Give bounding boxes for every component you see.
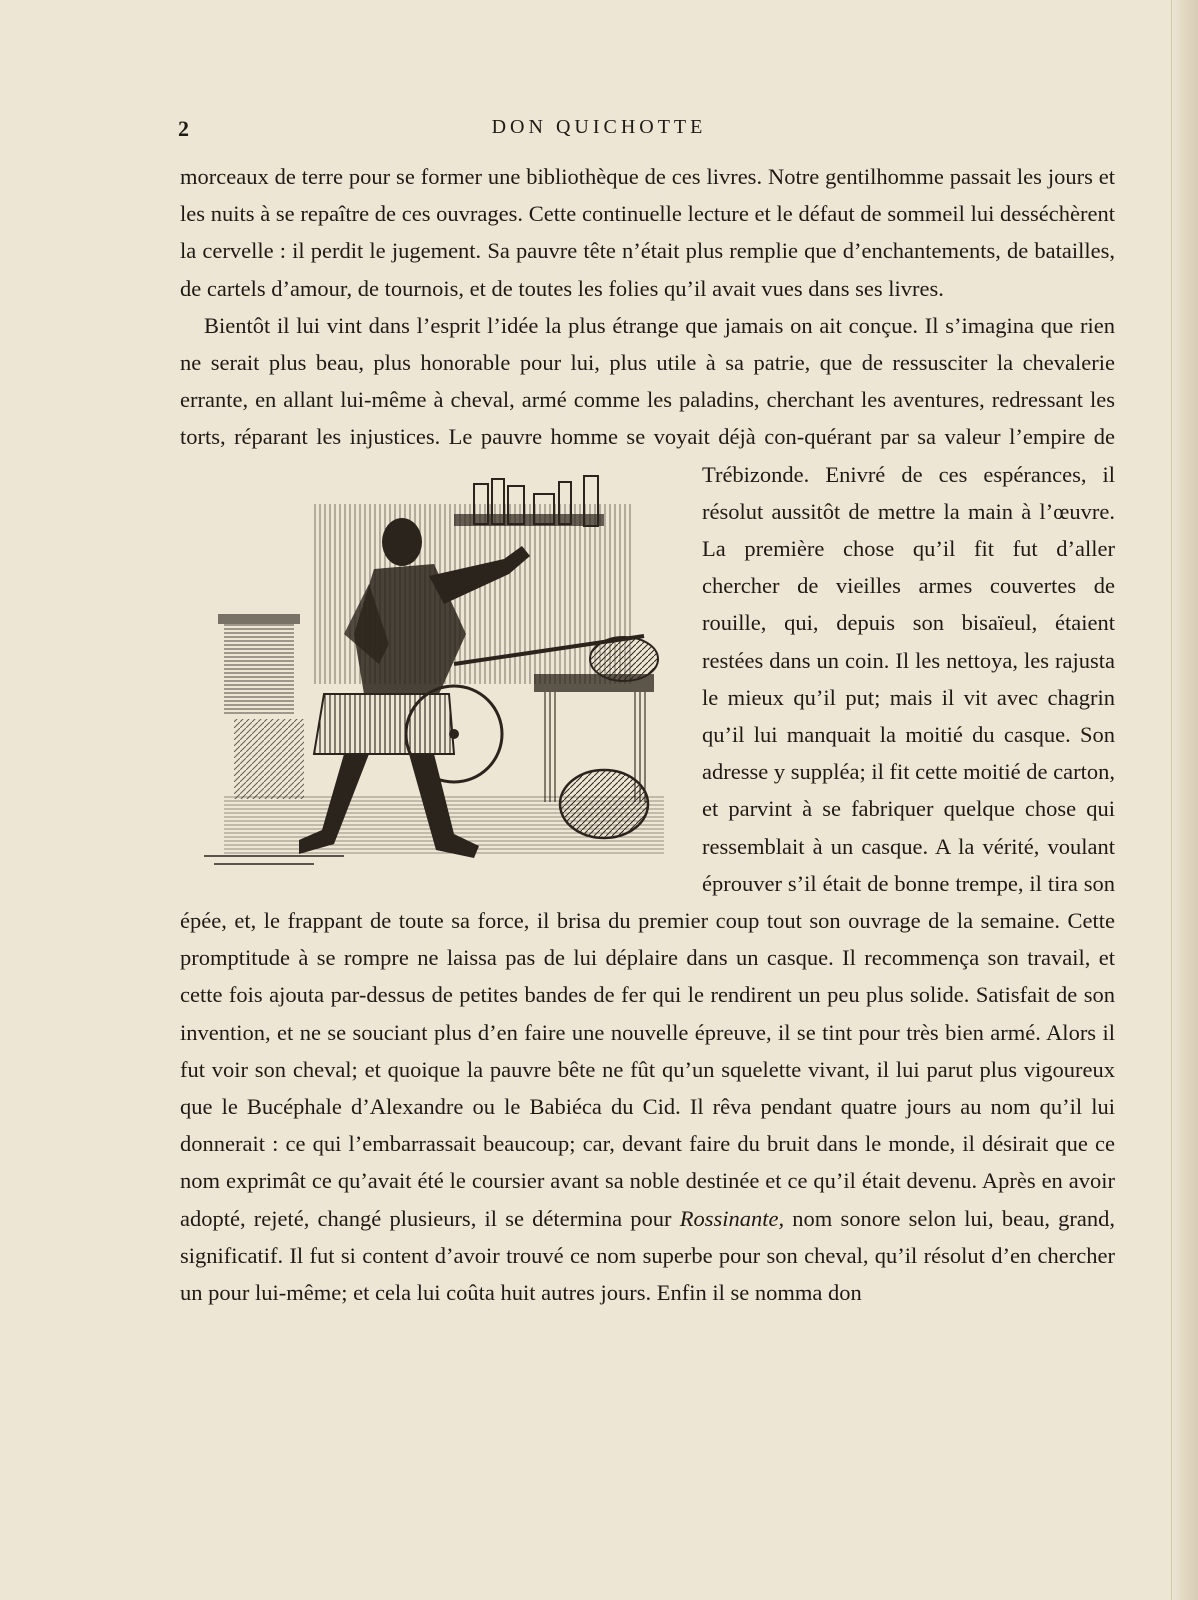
body-text — [180, 158, 1115, 1311]
page-edge — [1171, 0, 1198, 1600]
paragraph: morceaux de terre pour se former une bibliothèque de ces livres. Notre gentilhomme passait les jours et les nuits à se repaître de ces ouvrages. Cette continuelle lecture et le défaut de sommeil lui desséchèrent la cervelle : il perdit le jugement. Sa pauvre tête n’était plus remplie que d’enchantements, de batailles, de cartels d’amour, de tournois, et de toutes les folies qu’il avait vues dans ses livres. — [180, 164, 1115, 301]
paragraph-text: Bientôt il lui vint dans l’esprit l’idée la plus étrange que jamais on ait conçue. Il s’imagina que rien ne serait plus beau, plus honorable pour lui, plus utile à sa patrie, que de ressusciter la chevalerie errante, en allant lui-même à cheval, armé comme les paladins, cherchant les aventures, redressant les torts, réparant les injustices. Le pauvre homme se voyait déjà con- — [180, 312, 1115, 450]
page-number: 2 — [178, 116, 189, 141]
paragraph-text: quérant par sa valeur l’empire de Trébizonde. Enivré de ces espérances, il résolut aussitôt de mettre la main à l’œuvre. La première chose qu’il fit fut d’aller chercher de vieilles armes couvertes de rouille, qui, depuis son bisaïeul, étaient restées dans un coin. Il les nettoya, les rajusta le mieux qu’il put; mais il vit avec chagrin qu’il lui manquait la moitié du casque. Son adresse y suppléa; il fit cette moitié de carton, et parvint à se fabriquer quelque chose qui ressemblait à un casque. A la vérité, voulant éprouver s’il était de bonne trempe, il tira son épée, et, le frappant de toute sa force, il brisa du premier coup tout son ouvrage de la semaine. Cette promptitude à se rompre ne laissa pas de lui déplaire dans un casque. Il recommença son travail, et cette fois ajouta par-dessus de petites bandes de fer qui le rendirent un peu plus solide. Satisfait de son invention, et ne se souciant plus d’en faire une nouvelle épreuve, il se tint pour très bien armé. Alors il fut voir son cheval; et quoique la pauvre bête ne fût qu’un squelette vivant, il lui parut plus vigoureux que le Bucéphale d’Alexandre ou le Babiéca du Cid. Il rêva pendant quatre jours au nom qu’il lui donnerait : ce qui l’embarrassait beaucoup; car, devant faire du bruit dans le monde, il désirait que ce nom exprimât ce qu’avait été le coursier avant sa noble destinée et ce qu’il était devenu. Après en avoir adopté, rejeté, changé plusieurs, il se détermina pour — [180, 424, 1116, 1231]
paragraph — [180, 307, 1115, 1311]
paragraph-text: nom sonore selon lui, beau, grand, significatif. Il fut si content d’avoir trouvé ce nom superbe pour son cheval, qu’il résolut d’en chercher un pour lui-même; et cela lui coûta huit autres jours. Enfin il se nomma don — [180, 1205, 1116, 1306]
running-title: DON QUICHOTTE — [491, 116, 707, 138]
horse-name: Rossinante, — [679, 1205, 785, 1231]
illustration-icon — [204, 464, 676, 880]
engraving-illustration — [204, 464, 676, 880]
